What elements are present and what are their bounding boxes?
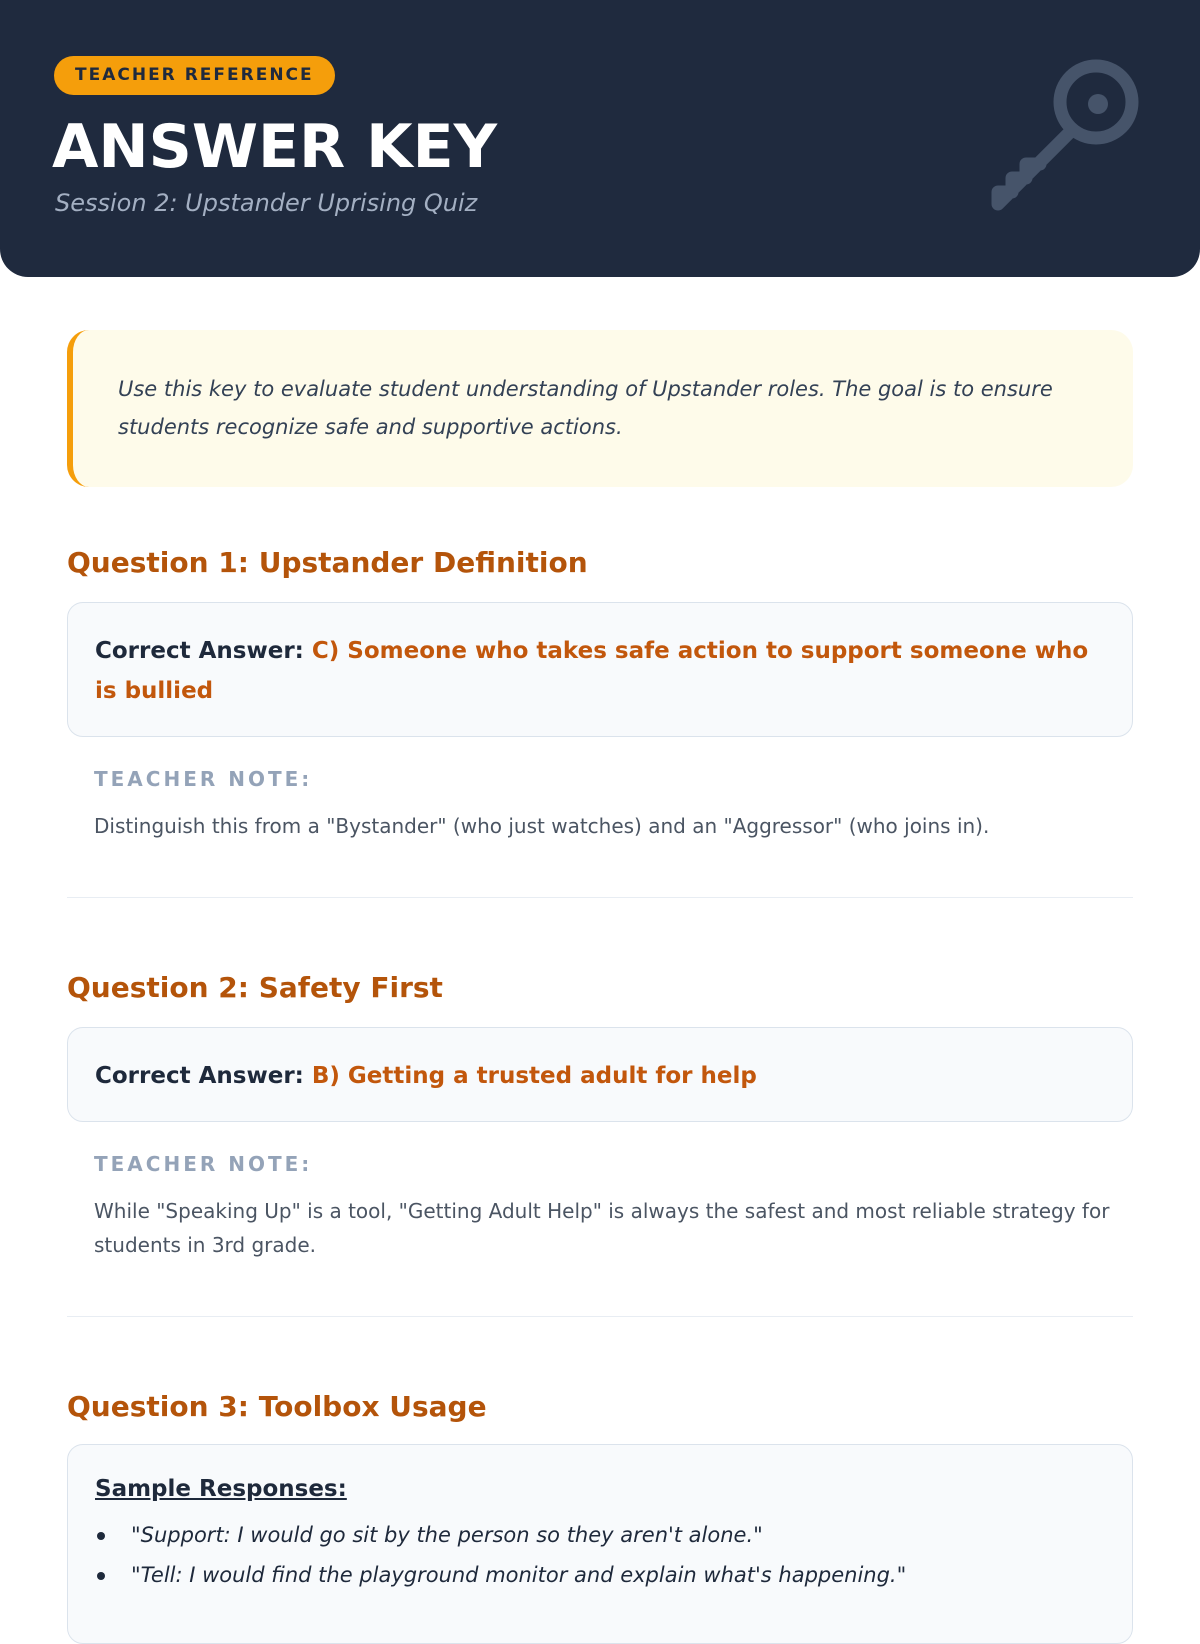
header-banner (0, 0, 1200, 277)
question-2-title: Question 2: Safety First (67, 971, 443, 1004)
question-3-title: Question 3: Toolbox Usage (67, 1390, 487, 1423)
question-1-title: Question 1: Upstander Definition (67, 546, 588, 579)
question-2-answer-box (67, 1027, 1133, 1122)
teacher-note-label: TEACHER NOTE: (94, 1152, 313, 1176)
bullet-icon (97, 1572, 105, 1580)
answer-value: C) Someone who takes safe action to support someone who is bullied (95, 638, 1089, 704)
key-icon (990, 56, 1150, 216)
teacher-note-label: TEACHER NOTE: (94, 767, 313, 791)
intro-callout: Use this key to evaluate student understanding of Upstander roles. The goal is to ensure students recognize safe and supportive actions. (67, 330, 1133, 487)
list-item (95, 1515, 1105, 1555)
question-1-answer-box (67, 602, 1133, 737)
answer-label: Correct Answer: (95, 1063, 304, 1089)
sample-responses-heading: Sample Responses: (95, 1476, 347, 1502)
section-divider (67, 1316, 1133, 1317)
answer-value: B) Getting a trusted adult for help (311, 1063, 757, 1089)
sample-response-text: "Tell: I would find the playground monitor and explain what's happening." (131, 1563, 907, 1587)
bullet-icon (97, 1532, 105, 1540)
teacher-note-text: While "Speaking Up" is a tool, "Getting Adult Help" is always the safest and most reliable strategy for students in 3rd grade. (94, 1199, 1110, 1257)
sample-response-text: "Support: I would go sit by the person so they aren't alone." (131, 1523, 763, 1547)
teacher-note-text: Distinguish this from a "Bystander" (who just watches) and an "Aggressor" (who joins in). (94, 814, 990, 838)
sample-responses-list (95, 1515, 1105, 1595)
section-divider (67, 897, 1133, 898)
sample-responses-box (67, 1444, 1133, 1644)
page-subtitle: Session 2: Upstander Uprising Quiz (55, 189, 478, 217)
page-title: ANSWER KEY (52, 112, 498, 182)
list-item (95, 1555, 1105, 1595)
teacher-reference-badge: TEACHER REFERENCE (54, 56, 335, 95)
answer-label: Correct Answer: (95, 638, 304, 664)
